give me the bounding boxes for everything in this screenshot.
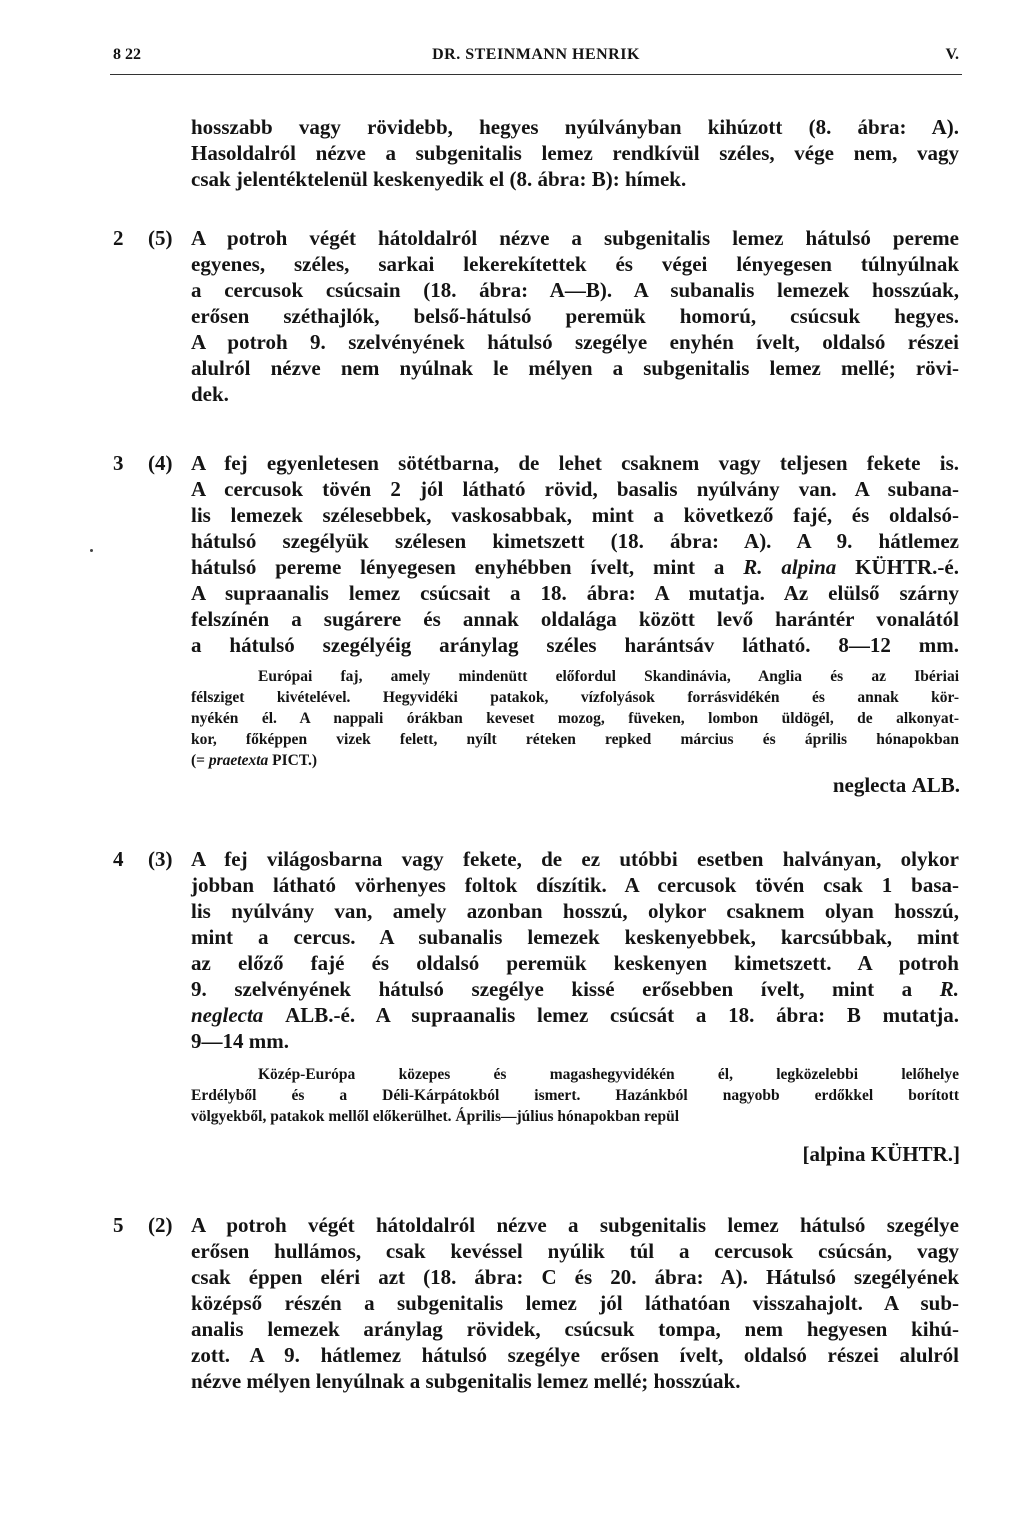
text-line: hosszabb vagy rövidebb, hegyes nyúlványban kihúzott (8. ábra: A). bbox=[191, 115, 959, 139]
couplet-number: 2 bbox=[113, 226, 124, 250]
text-line: A fej egyenletesen sötétbarna, de lehet csaknem vagy teljesen fekete is. bbox=[191, 451, 959, 475]
text-line: csak jelentéktelenül keskenyedik el (8. ábra: B): hímek. bbox=[191, 167, 687, 191]
text-line: egyenes, széles, sarkai lekerekítettek és végei lényegesen túlnyúlnak bbox=[191, 252, 959, 276]
text-line: csak éppen eléri azt (18. ábra: C és 20. ábra: A). Hátulsó szegélyének bbox=[191, 1265, 959, 1289]
text-line: felszínén a sugárere és annak oldalága között levő harántér vonalától bbox=[191, 607, 959, 631]
text-line: zott. A 9. hátlemez hátulsó szegélye erősen ívelt, oldalsó részei alulról bbox=[191, 1343, 959, 1367]
running-header bbox=[113, 46, 959, 70]
note-line: Erdélyből és a Déli-Kárpátokból ismert. Hazánkból nagyobb erdőkkel borított bbox=[191, 1087, 959, 1104]
page-number: 8 22 bbox=[113, 46, 141, 63]
couplet-reference: (3) bbox=[148, 847, 173, 871]
couplet-number: 4 bbox=[113, 847, 124, 871]
text-line: Hasoldalról nézve a subgenitalis lemez rendkívül széles, vége nem, vagy bbox=[191, 141, 959, 165]
text-line: jobban látható vörhenyes foltok díszítik. A cercusok tövén csak 1 basa- bbox=[191, 873, 959, 897]
couplet-number: 5 bbox=[113, 1213, 124, 1237]
text-line: analis lemezek aránylag rövidek, csúcsuk tompa, nem hegyesen kihú- bbox=[191, 1317, 959, 1341]
text-line: erősen hullámos, csak kevéssel nyúlik túl a cercusok csúcsán, vagy bbox=[191, 1239, 959, 1263]
note-line: félsziget kivételével. Hegyvidéki patakok, vízfolyások forrásvidékén és annak kör- bbox=[191, 689, 959, 706]
print-speck bbox=[90, 549, 93, 552]
species-name: neglecta ALB. bbox=[832, 773, 960, 797]
species-name: [alpina KÜHTR.] bbox=[802, 1142, 960, 1166]
text-line: A potroh 9. szelvényének hátulsó szegélye enyhén ívelt, oldalsó részei bbox=[191, 330, 959, 354]
couplet-reference: (5) bbox=[148, 226, 173, 250]
couplet-reference: (4) bbox=[148, 451, 173, 475]
text-line: lis nyúlvány van, amely azonban hosszú, olykor csaknem olyan hosszú, bbox=[191, 899, 959, 923]
text-line: alulról nézve nem nyúlnak le mélyen a subgenitalis lemez mellé; rövi- bbox=[191, 356, 959, 380]
text-line-mixed: hátulsó pereme lényegesen enyhébben ívelt, mint a R. alpina KÜHTR.-é. bbox=[191, 555, 959, 579]
taxon-name: neglecta bbox=[191, 1003, 264, 1027]
text-line-mixed: 9. szelvényének hátulsó szegélye kissé erősebben ívelt, mint a R. bbox=[191, 977, 960, 1001]
text-line: 9—14 mm. bbox=[191, 1029, 289, 1053]
note-line: nyékén él. A nappali órákban keveset mozog, füveken, lombon üldögél, de alkonyat- bbox=[191, 710, 959, 727]
text-line: erősen széthajlók, belső-hátulsó peremük homorú, csúcsuk hegyes. bbox=[191, 304, 959, 328]
couplet-reference: (2) bbox=[148, 1213, 173, 1237]
taxon-author: KÜHTR. bbox=[855, 555, 938, 579]
text-line: mint a cercus. A subanalis lemezek keskenyebbek, karcsúbbak, mint bbox=[191, 925, 959, 949]
text-line: A potroh végét hátoldalról nézve a subgenitalis lemez hátulsó szegélye bbox=[191, 1213, 959, 1237]
taxon-name: R. alpina bbox=[743, 555, 837, 579]
text-line: A potroh végét hátoldalról nézve a subgenitalis lemez hátulsó pereme bbox=[191, 226, 959, 250]
text-line: dek. bbox=[191, 382, 229, 406]
text-line: A fej világosbarna vagy fekete, de ez utóbbi esetben halványan, olykor bbox=[191, 847, 959, 871]
header-author: DR. STEINMANN HENRIK bbox=[432, 46, 640, 63]
text-line: a cercusok csúcsain (18. ábra: A—B). A subanalis lemezek hosszúak, bbox=[191, 278, 959, 302]
header-rule bbox=[110, 74, 962, 75]
text-line: hátulsó szegélyük szélesen kimetszett (18. ábra: A). A 9. hátlemez bbox=[191, 529, 959, 553]
taxon-author: ALB. bbox=[285, 1003, 334, 1027]
note-line: Európai faj, amely mindenütt előfordul Skandinávia, Anglia és az Ibériai bbox=[258, 668, 959, 685]
text-line-mixed: neglecta ALB.-é. A supraanalis lemez csúcsát a 18. ábra: B mutatja. bbox=[191, 1003, 960, 1027]
text-line: A cercusok tövén 2 jól látható rövid, basalis nyúlvány van. A subana- bbox=[191, 477, 959, 501]
text-line: a hátulsó szegélyéig aránylag széles harántsáv látható. 8—12 mm. bbox=[191, 633, 959, 657]
text-line: A supraanalis lemez csúcsait a 18. ábra: A mutatja. Az elülső szárny bbox=[191, 581, 959, 605]
note-line: kor, főképpen vizek felett, nyílt réteken repked március és április hónapokban bbox=[191, 731, 959, 748]
header-volume: V. bbox=[945, 46, 959, 63]
note-line-mixed: (= praetexta PICT.) bbox=[191, 752, 318, 769]
synonym-name: praetexta bbox=[208, 752, 269, 769]
text-line: nézve mélyen lenyúlnak a subgenitalis lemez mellé; hosszúak. bbox=[191, 1369, 741, 1393]
text-line: az előző fajé és oldalsó peremük keskenyen kimetszett. A potroh bbox=[191, 951, 959, 975]
note-line: völgyekből, patakok mellől előkerülhet. Április—július hónapokban repül bbox=[191, 1108, 680, 1125]
couplet-number: 3 bbox=[113, 451, 124, 475]
text-line: középső részén a subgenitalis lemez jól láthatóan visszahajolt. A sub- bbox=[191, 1291, 959, 1315]
synonym-author: PICT.) bbox=[272, 752, 318, 769]
note-line: Közép-Európa közepes és magashegyvidékén él, legközelebbi lelőhelye bbox=[258, 1066, 959, 1083]
text-line: lis lemezek szélesebbek, vaskosabbak, mint a következő fajé, és oldalsó- bbox=[191, 503, 959, 527]
